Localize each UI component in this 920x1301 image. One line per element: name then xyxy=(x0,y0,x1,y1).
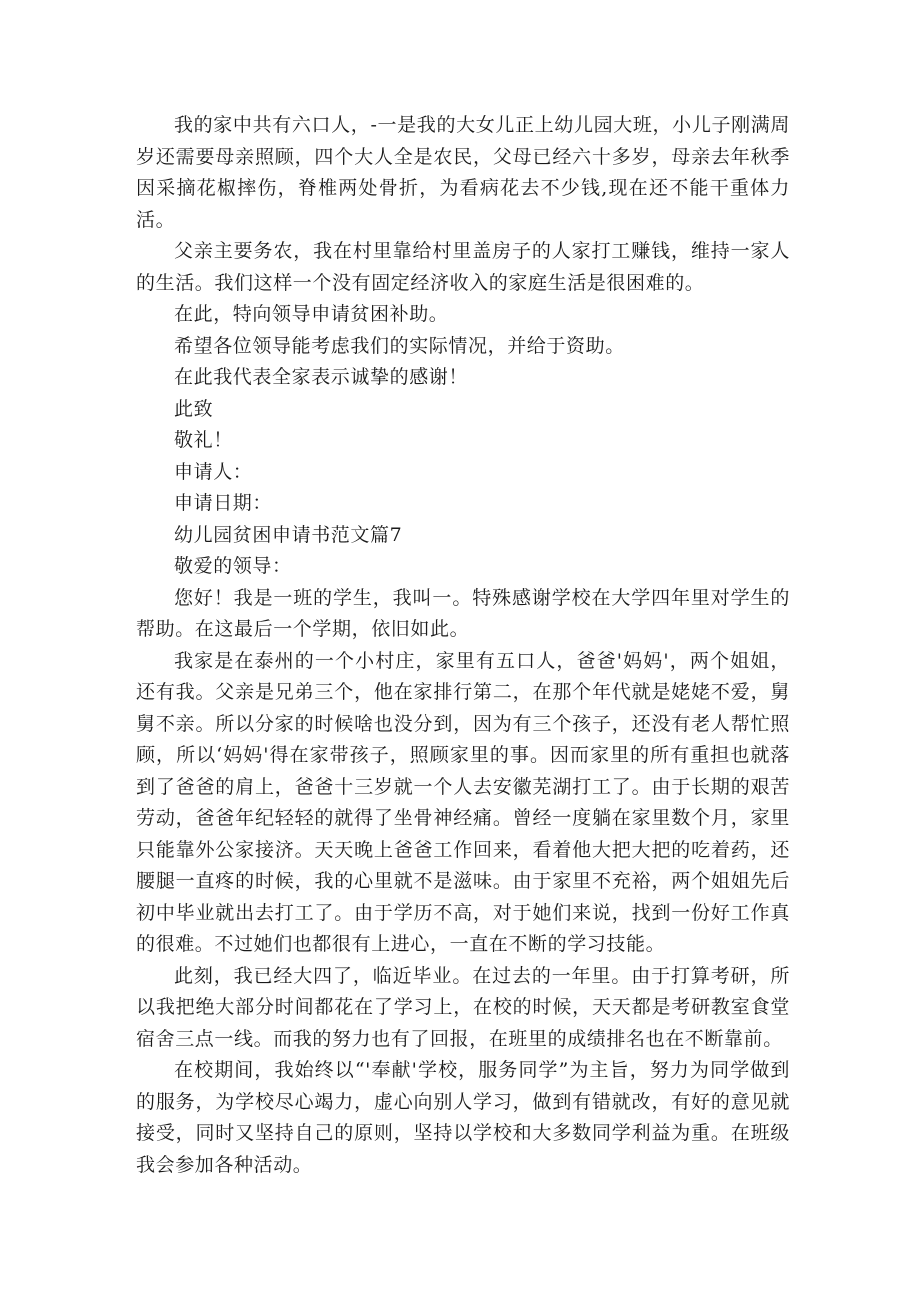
application-date-label: 申请日期： xyxy=(174,492,273,514)
closing-jingli: 敬礼！ xyxy=(174,429,233,451)
paragraph-hope: 希望各位领导能考虑我们的实际情况，并给于资助。 xyxy=(174,334,625,357)
section-title: 幼儿园贫困申请书范文篇7 xyxy=(174,523,403,546)
document-body xyxy=(136,110,790,1181)
applicant-label: 申请人： xyxy=(174,460,253,483)
paragraph-father-work: 父亲主要务农，我在村里靠给村里盖房子的人家打工赚钱，维持一家人的生活。我们这样一个没有固定经济收入的家庭生活是很困难的。 xyxy=(136,240,790,294)
salutation: 敬爱的领导： xyxy=(174,555,292,577)
paragraph-family-situation: 我的家中共有六口人，-一是我的大女儿正上幼儿园大班，小儿子刚满周岁还需要母亲照顾，四个大人全是农民，父母已经六十多岁，母亲去年秋季因采摘花椒摔伤，脊椎两处骨折，为看病花去不少钱,现在还不能干重体力活。 xyxy=(136,114,790,231)
paragraph-senior-year: 此刻，我已经大四了，临近毕业。在过去的一年里。由于打算考研，所以我把绝大部分时间都花在了学习上，在校的时候，天天都是考研教室食堂宿舍三点一线。而我的努力也有了回报，在班里的成绩排名也在不断靠前。 xyxy=(136,964,790,1050)
closing-cizhi: 此致 xyxy=(174,397,214,420)
paragraph-school-service: 在校期间，我始终以“'奉献'学校，服务同学”为主旨，努力为同学做到的服务，为学校尽心竭力，虚心向别人学习，做到有错就改，有好的意见就接受，同时又坚持自己的原则，坚持以学校和大多数同学利益为重。在班级我会参加各种活动。 xyxy=(136,1059,790,1176)
paragraph-thanks: 在此我代表全家表示诚挚的感谢！ xyxy=(174,366,469,388)
paragraph-request: 在此，特向领导申请贫困补助。 xyxy=(174,303,449,325)
paragraph-family-background: 我家是在泰州的一个小村庄，家里有五口人，爸爸'妈妈'，两个姐姐，还有我。父亲是兄弟三个，他在家排行第二，在那个年代就是姥姥不爱，舅舅不亲。所以分家的时候啥也没分到，因为有三个孩子，还没有老人帮忙照顾，所以‘妈妈'得在家带孩子，照顾家里的事。因而家里的所有重担也就落到了爸爸的肩上，爸爸十三岁就一个人去安徽芜湖打工了。由于长期的艰苦劳动，爸爸年纪轻轻的就得了坐骨神经痛。曾经一度躺在家里数个月，家里只能靠外公家接济。天天晚上爸爸工作回来，看着他大把大把的吃着药，还腰腿一直疼的时候，我的心里就不是滋味。由于家里不充裕，两个姐姐先后初中毕业就出去打工了。由于学历不高，对于她们来说，找到一份好工作真的很难。不过她们也都很有上进心，一直在不断的学习技能。 xyxy=(136,649,790,955)
paragraph-greeting: 您好！我是一班的学生，我叫一。特殊感谢学校在大学四年里对学生的帮助。在这最后一个学期，依旧如此。 xyxy=(136,586,790,640)
